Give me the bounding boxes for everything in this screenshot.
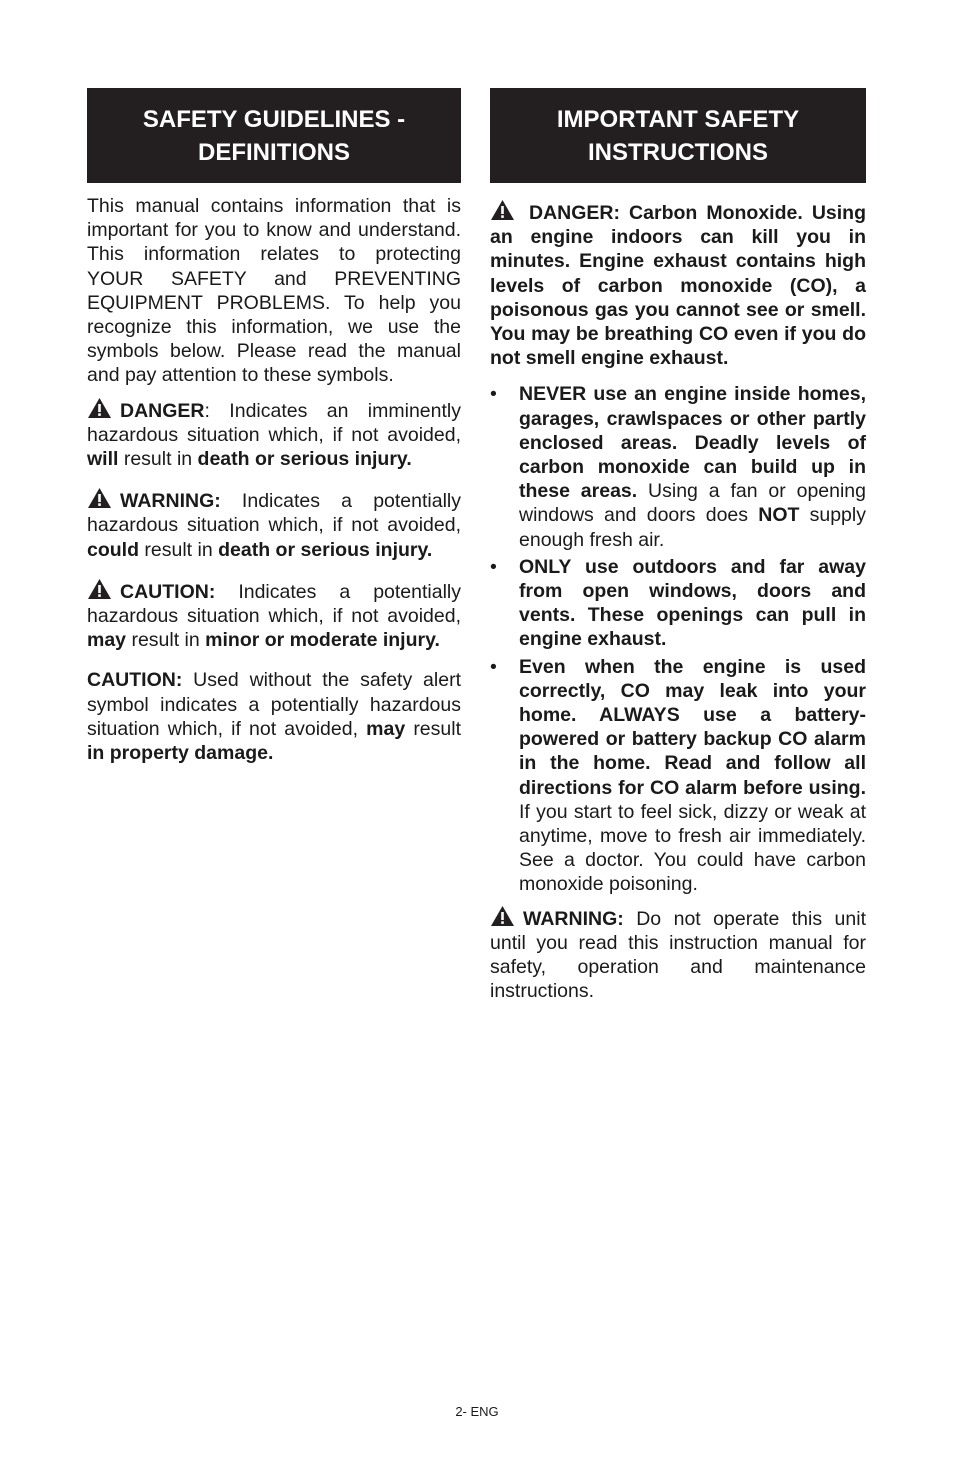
bullet-bold-text: Even when the engine is used correctly, CO may leak into your home. ALWAYS use a battery-powered or battery backup CO alarm in the home. Read and follow all directions for CO alarm before using. [519, 655, 866, 799]
danger-co-text: DANGER: Carbon Monoxide. Using an engine indoors can kill you in minutes. Engine exhaust contains high levels of carbon monoxide (CO), a poisonous gas you cannot see or smell. You may be breathing CO even if you do not smell engine exhaust. [490, 202, 866, 370]
safety-alert-triangle-icon [87, 397, 112, 419]
bullet-symbol: • [490, 383, 497, 406]
definition-text: Indicates a potentially hazardous situation which, if not avoided, [87, 580, 461, 628]
definition-text: result in [118, 448, 198, 471]
definition-bold: in property damage. [87, 742, 274, 765]
bullet-bold-text: ONLY use outdoors and far away from open windows, doors and vents. These openings can pull in engine exhaust. [519, 555, 866, 651]
warning-label: WARNING: [120, 490, 221, 513]
caution-label: CAUTION: [87, 669, 183, 692]
definition-bold: will [87, 448, 119, 471]
right-column [490, 88, 866, 1004]
definition-bold: may [366, 717, 406, 740]
caution-definition [87, 578, 461, 653]
safety-alert-triangle-icon [87, 578, 112, 600]
warning-definition [87, 487, 461, 562]
warning-text: Do not operate this unit until you read this instruction manual for safety, operation and maintenance instructions. [490, 907, 866, 1003]
section-header-important-safety [490, 88, 866, 183]
page-number: 2- ENG [455, 1404, 499, 1419]
definition-bold: death or serious injury. [218, 538, 433, 561]
intro-paragraph: This manual contains information that is important for you to know and understand. This information relates to protecting YOUR SAFETY and PREVENTING EQUIPMENT PROBLEMS. To help you recognize this information, we use the symbols below. Please read the manual and pay attention to these symbols. [87, 195, 461, 387]
definition-text: result in [139, 538, 219, 561]
bullet-symbol: • [490, 655, 497, 678]
list-item [490, 655, 866, 897]
bullet-symbol: • [490, 555, 497, 578]
safety-alert-triangle-icon [490, 905, 515, 927]
danger-carbon-monoxide [490, 199, 866, 370]
danger-definition [87, 397, 461, 472]
safety-alert-triangle-icon [87, 487, 112, 509]
warning-label: WARNING: [523, 907, 624, 930]
safety-bullet-list [490, 382, 866, 896]
definition-text: Used without the safety alert symbol indicates a potentially hazardous situation which, if not avoided, [87, 669, 461, 740]
definition-text: result [405, 717, 462, 740]
list-item [490, 555, 866, 652]
definition-text: result in [126, 629, 206, 652]
bullet-bold-text: NOT [758, 504, 800, 527]
section-header-safety-guidelines [87, 88, 461, 183]
danger-label: DANGER [120, 399, 205, 422]
list-item [490, 382, 866, 551]
header-line: INSTRUCTIONS [588, 139, 768, 166]
bullet-bold-text: NEVER use an engine inside homes, garages, crawlspaces or other partly enclosed areas. Deadly levels of carbon monoxide can build up in these areas. [519, 383, 866, 503]
definition-bold: minor or moderate injury. [205, 629, 440, 652]
bullet-text: Using a fan or opening windows and doors does [519, 480, 866, 527]
definition-bold: death or serious injury. [197, 448, 412, 471]
definition-bold: could [87, 538, 139, 561]
header-line: IMPORTANT SAFETY [556, 106, 800, 133]
header-line: DEFINITIONS [197, 139, 350, 166]
caution-label: CAUTION: [120, 580, 216, 603]
header-line: SAFETY GUIDELINES - [142, 106, 406, 133]
safety-alert-triangle-icon [490, 199, 515, 221]
definition-text: Indicates a potentially hazardous situation which, if not avoided, [87, 490, 461, 537]
definition-text: : Indicates an imminently hazardous situation which, if not avoided, [87, 399, 461, 446]
warning-read-manual [490, 905, 866, 1004]
bullet-text: If you start to feel sick, dizzy or weak at anytime, move to fresh air immediately. See a doctor. You could have carbon monoxide poisoning. [519, 800, 866, 896]
caution-no-symbol-definition [87, 668, 461, 765]
definition-bold: may [87, 629, 127, 652]
bullet-text: supply enough fresh air. [519, 504, 866, 551]
left-column [87, 88, 461, 765]
